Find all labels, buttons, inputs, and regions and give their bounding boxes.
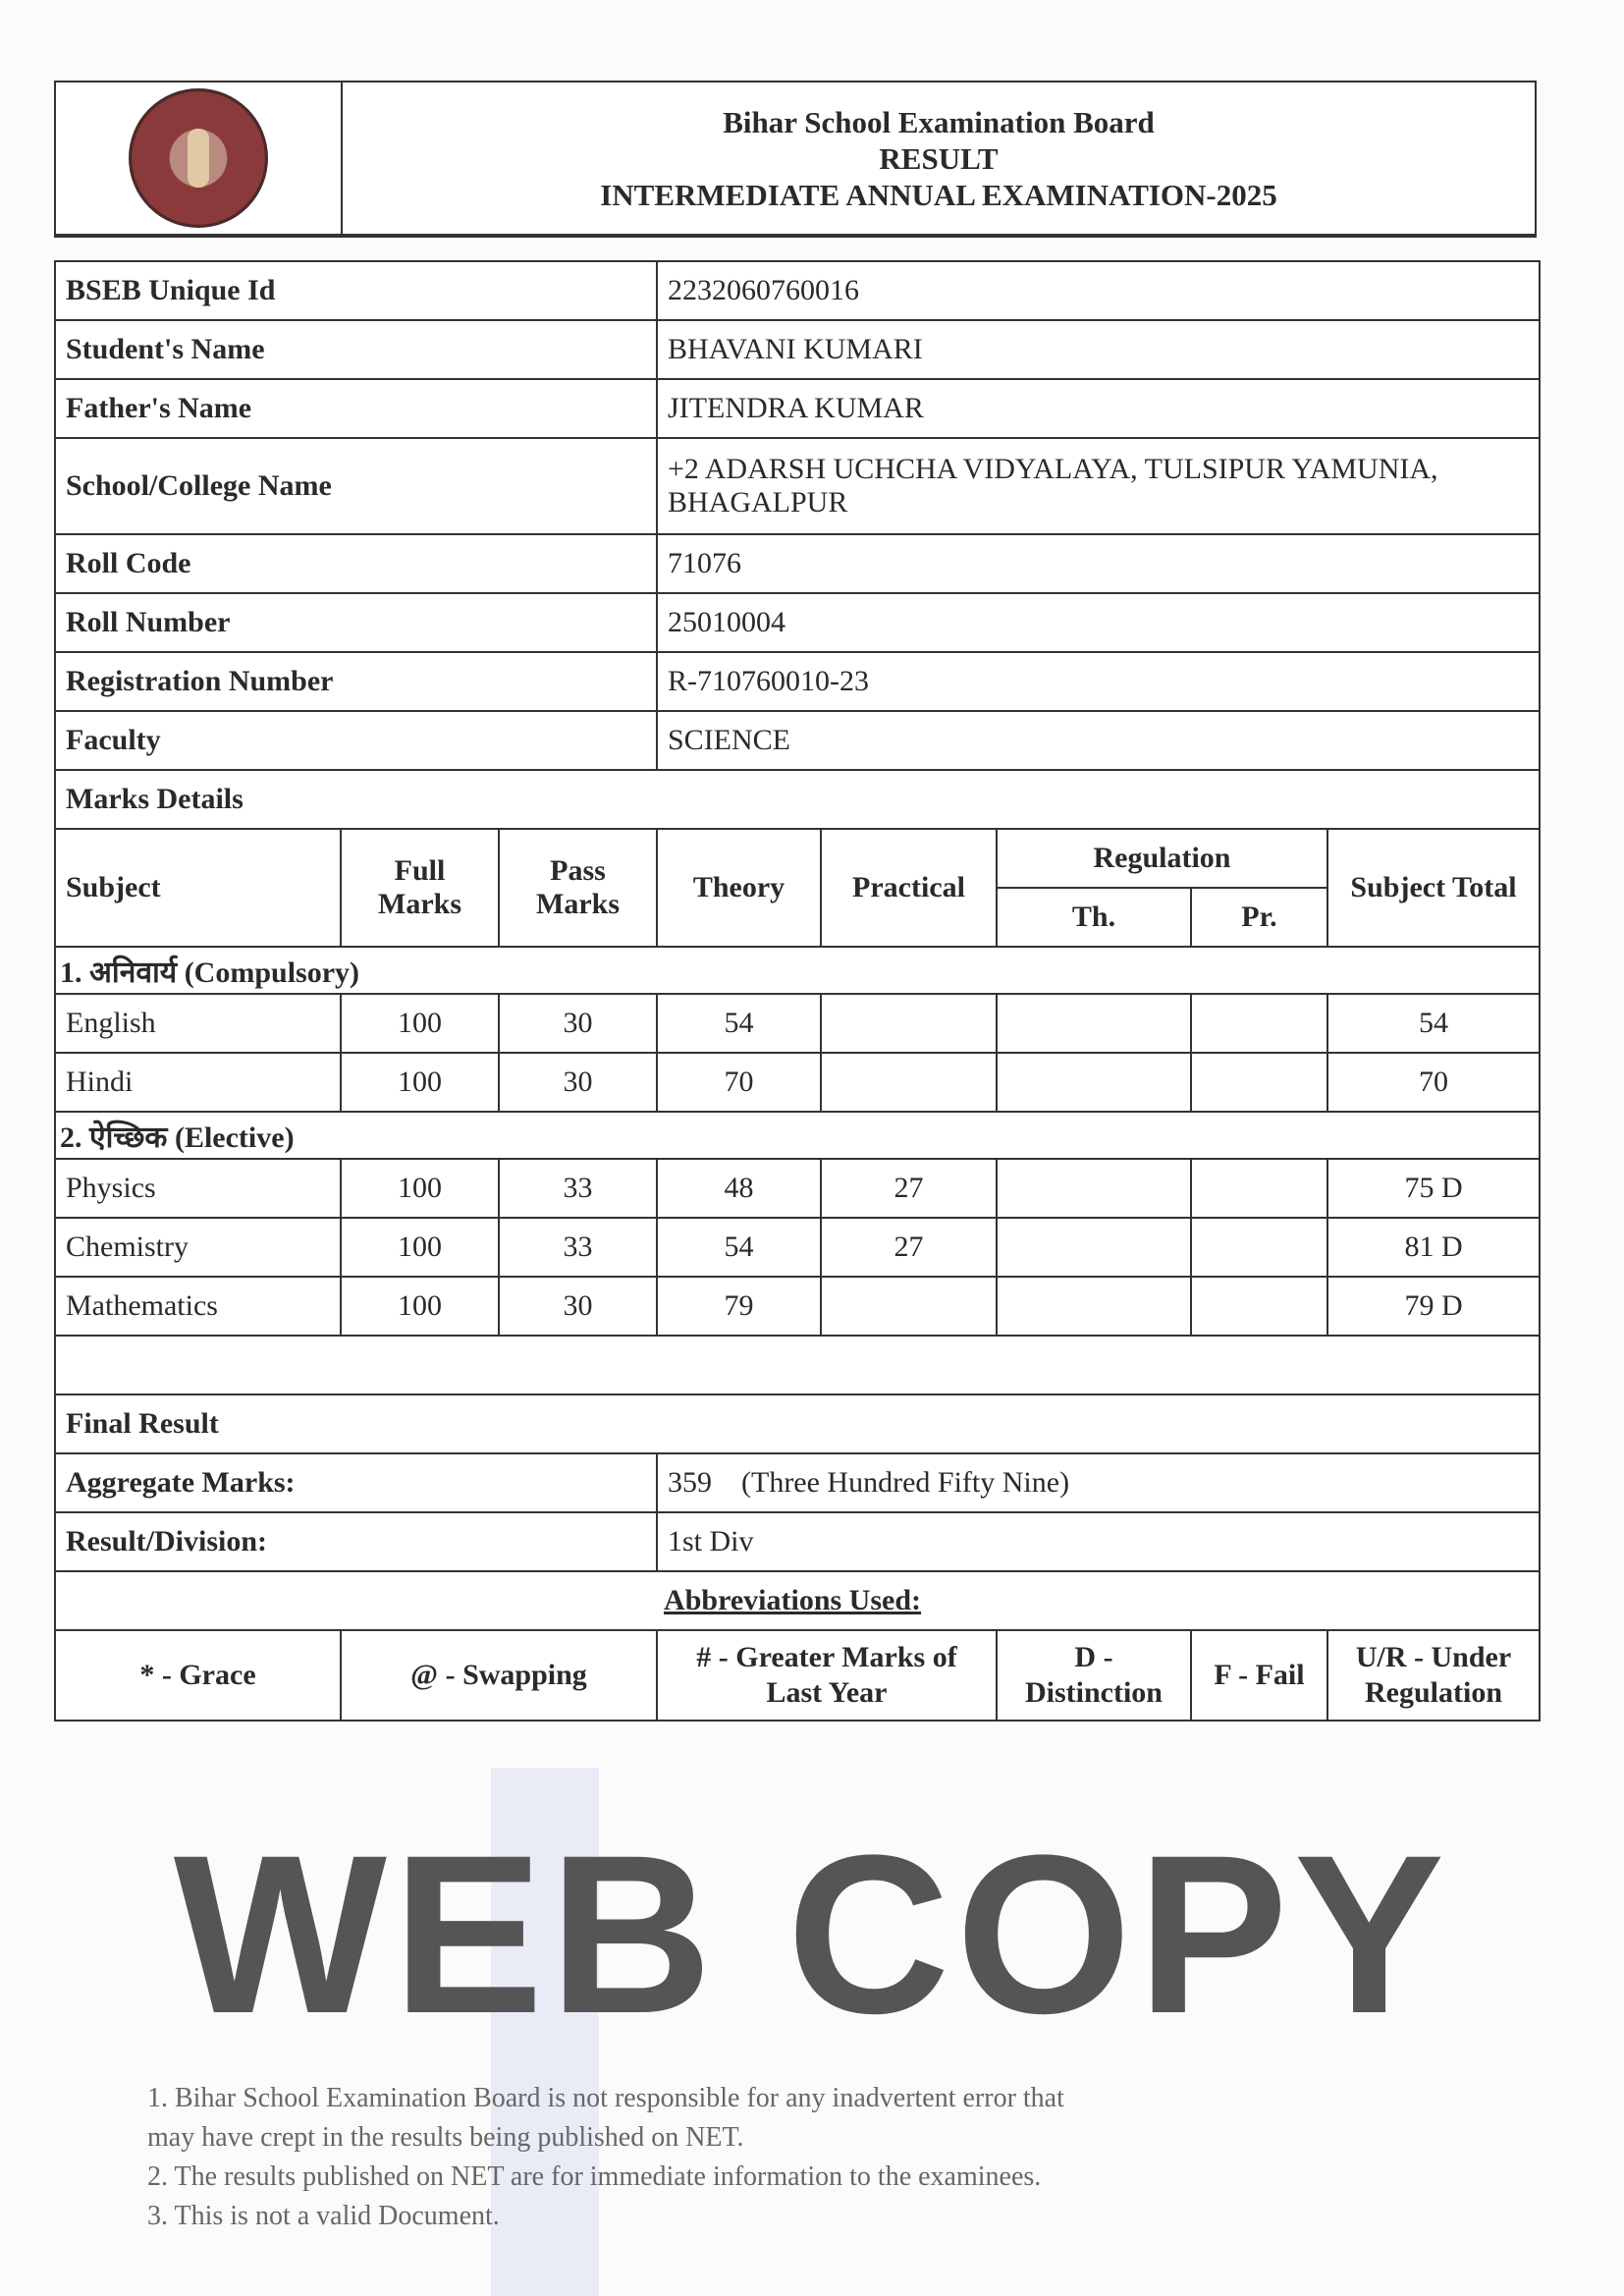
col-subject: Subject — [55, 829, 341, 947]
info-label: BSEB Unique Id — [55, 261, 657, 320]
regulation-practical — [1191, 1218, 1327, 1277]
info-label: Roll Code — [55, 534, 657, 593]
full-marks: 100 — [341, 1159, 499, 1218]
info-row — [55, 379, 1540, 438]
aggregate-number: 359 — [668, 1466, 712, 1499]
aggregate-value — [657, 1453, 1540, 1512]
info-value: +2 ADARSH UCHCHA VIDYALAYA, TULSIPUR YAMUNIA, BHAGALPUR — [657, 438, 1540, 534]
info-row — [55, 652, 1540, 711]
info-row — [55, 261, 1540, 320]
info-value: JITENDRA KUMAR — [657, 379, 1540, 438]
division-row — [55, 1512, 1540, 1571]
info-label: Roll Number — [55, 593, 657, 652]
pass-marks: 33 — [499, 1218, 657, 1277]
board-name: Bihar School Examination Board — [723, 105, 1155, 139]
disclaimer-line-1: 1. Bihar School Examination Board is not responsible for any inadvertent error that — [147, 2083, 1064, 2113]
info-row — [55, 320, 1540, 379]
info-label: Registration Number — [55, 652, 657, 711]
abbreviation-item: D - Distinction — [997, 1630, 1191, 1721]
col-pass-marks: Pass Marks — [499, 829, 657, 947]
abbreviations-row — [55, 1630, 1540, 1721]
subject-total: 54 — [1327, 994, 1540, 1053]
info-value: 71076 — [657, 534, 1540, 593]
info-row — [55, 534, 1540, 593]
full-marks: 100 — [341, 994, 499, 1053]
info-label: Father's Name — [55, 379, 657, 438]
col-reg-practical: Pr. — [1191, 888, 1327, 947]
practical-marks — [821, 1277, 997, 1336]
final-result-row — [55, 1394, 1540, 1453]
result-header — [54, 81, 1537, 238]
col-full-marks: Full Marks — [341, 829, 499, 947]
subject-total: 75 D — [1327, 1159, 1540, 1218]
final-result-heading: Final Result — [55, 1394, 1540, 1453]
subject-row — [55, 994, 1540, 1053]
subject-name: Hindi — [55, 1053, 341, 1112]
theory-marks: 54 — [657, 1218, 821, 1277]
header-titles — [343, 82, 1535, 234]
info-value: 2232060760016 — [657, 261, 1540, 320]
subject-row — [55, 1277, 1540, 1336]
theory-marks: 48 — [657, 1159, 821, 1218]
subject-total: 79 D — [1327, 1277, 1540, 1336]
section-row — [55, 947, 1540, 994]
abbreviation-item: # - Greater Marks of Last Year — [657, 1630, 997, 1721]
result-title: RESULT — [879, 141, 999, 176]
exam-title: INTERMEDIATE ANNUAL EXAMINATION-2025 — [600, 178, 1277, 212]
pass-marks: 33 — [499, 1159, 657, 1218]
web-copy-watermark: WEB COPY — [173, 1808, 1451, 2060]
subject-header-row — [55, 829, 1540, 888]
blank-cell — [55, 1336, 1540, 1394]
theory-marks: 79 — [657, 1277, 821, 1336]
full-marks: 100 — [341, 1053, 499, 1112]
col-practical: Practical — [821, 829, 997, 947]
pass-marks: 30 — [499, 994, 657, 1053]
disclaimer-line-4: 3. This is not a valid Document. — [147, 2201, 500, 2231]
info-value: R-710760010-23 — [657, 652, 1540, 711]
col-subject-total: Subject Total — [1327, 829, 1540, 947]
info-row — [55, 438, 1540, 534]
regulation-theory — [997, 1159, 1191, 1218]
regulation-practical — [1191, 1277, 1327, 1336]
subject-total: 70 — [1327, 1053, 1540, 1112]
practical-marks: 27 — [821, 1159, 997, 1218]
abbreviations-title-row — [55, 1571, 1540, 1630]
info-row — [55, 711, 1540, 770]
subject-row — [55, 1053, 1540, 1112]
regulation-theory — [997, 1053, 1191, 1112]
division-label: Result/Division: — [55, 1512, 657, 1571]
section-row — [55, 1112, 1540, 1159]
full-marks: 100 — [341, 1277, 499, 1336]
theory-marks: 54 — [657, 994, 821, 1053]
aggregate-row — [55, 1453, 1540, 1512]
regulation-practical — [1191, 994, 1327, 1053]
pass-marks: 30 — [499, 1053, 657, 1112]
practical-marks: 27 — [821, 1218, 997, 1277]
abbreviations-title: Abbreviations Used: — [55, 1571, 1540, 1630]
abbreviation-item: U/R - Under Regulation — [1327, 1630, 1540, 1721]
col-reg-theory: Th. — [997, 888, 1191, 947]
regulation-theory — [997, 994, 1191, 1053]
col-regulation: Regulation — [997, 829, 1327, 888]
subject-row — [55, 1159, 1540, 1218]
subject-name: Mathematics — [55, 1277, 341, 1336]
section-title: 2. ऐच्छिक (Elective) — [55, 1112, 1540, 1159]
section-title: 1. अनिवार्य (Compulsory) — [55, 947, 1540, 994]
disclaimer-line-2: may have crept in the results being published on NET. — [147, 2122, 744, 2153]
division-value: 1st Div — [657, 1512, 1540, 1571]
logo-cell — [56, 82, 343, 234]
aggregate-label: Aggregate Marks: — [55, 1453, 657, 1512]
marks-details-row — [55, 770, 1540, 829]
abbreviation-item: F - Fail — [1191, 1630, 1327, 1721]
pass-marks: 30 — [499, 1277, 657, 1336]
subject-name: Chemistry — [55, 1218, 341, 1277]
regulation-practical — [1191, 1053, 1327, 1112]
subject-row — [55, 1218, 1540, 1277]
info-value: BHAVANI KUMARI — [657, 320, 1540, 379]
abbreviation-item: * - Grace — [55, 1630, 341, 1721]
abbreviation-item: @ - Swapping — [341, 1630, 657, 1721]
subject-name: English — [55, 994, 341, 1053]
theory-marks: 70 — [657, 1053, 821, 1112]
info-label: School/College Name — [55, 438, 657, 534]
marks-details-heading: Marks Details — [55, 770, 1540, 829]
info-label: Student's Name — [55, 320, 657, 379]
aggregate-words: (Three Hundred Fifty Nine) — [741, 1466, 1070, 1499]
info-row — [55, 593, 1540, 652]
info-value: SCIENCE — [657, 711, 1540, 770]
practical-marks — [821, 994, 997, 1053]
subject-total: 81 D — [1327, 1218, 1540, 1277]
info-label: Faculty — [55, 711, 657, 770]
regulation-theory — [997, 1218, 1191, 1277]
result-table — [54, 260, 1541, 1722]
subject-name: Physics — [55, 1159, 341, 1218]
regulation-theory — [997, 1277, 1191, 1336]
blank-row — [55, 1336, 1540, 1394]
info-value: 25010004 — [657, 593, 1540, 652]
regulation-practical — [1191, 1159, 1327, 1218]
practical-marks — [821, 1053, 997, 1112]
disclaimer-line-3: 2. The results published on NET are for immediate information to the examinees. — [147, 2161, 1042, 2192]
col-theory: Theory — [657, 829, 821, 947]
full-marks: 100 — [341, 1218, 499, 1277]
bseb-seal-logo — [129, 88, 268, 228]
